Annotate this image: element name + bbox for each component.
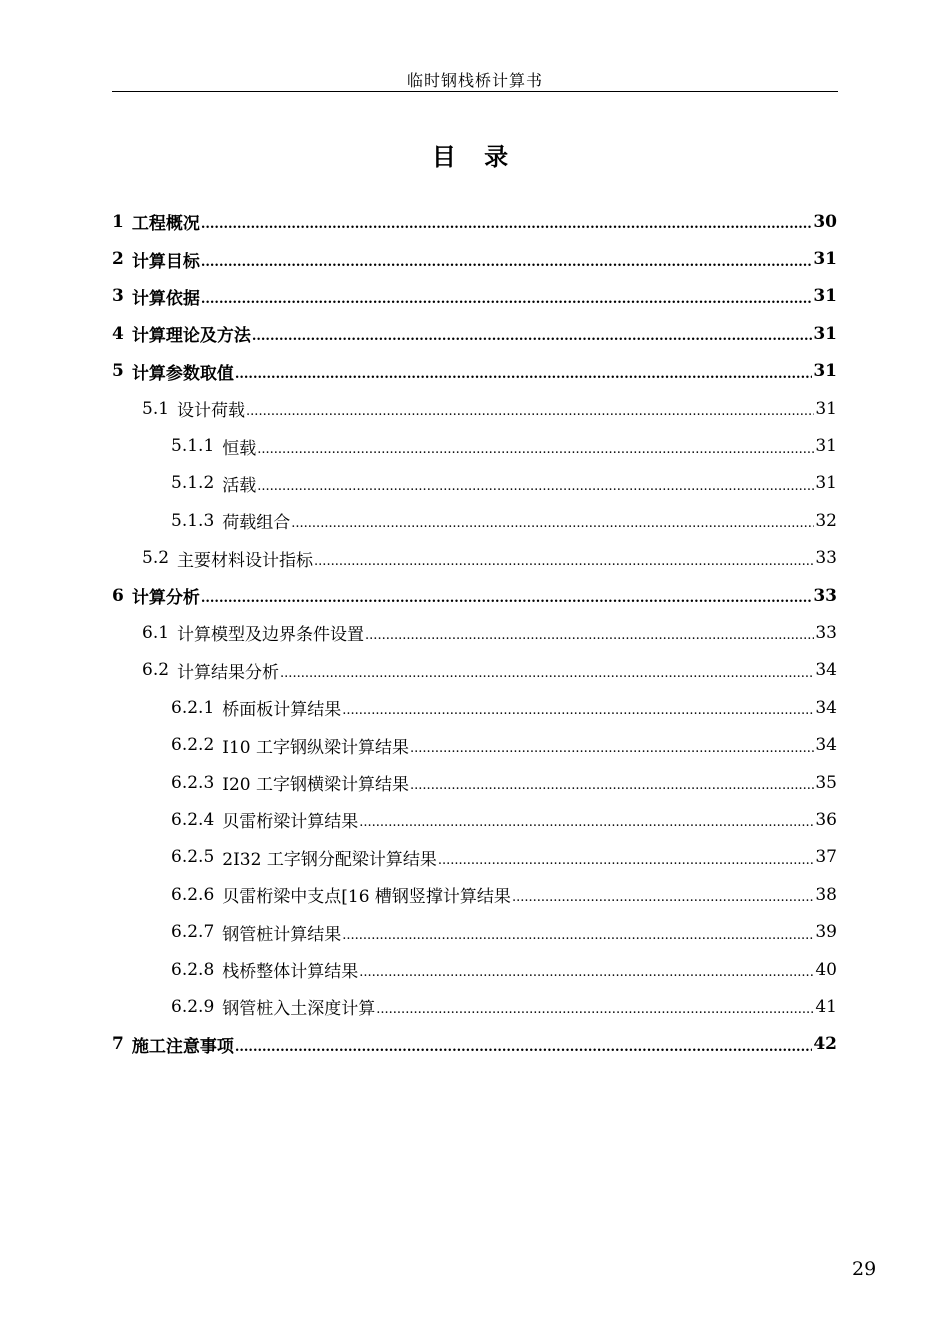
- dot-leader: [314, 548, 814, 569]
- dot-leader: [201, 249, 812, 270]
- toc-entry-number: 6.2.9: [171, 996, 215, 1017]
- toc-entry-label: 设计荷载: [177, 401, 246, 422]
- toc-entry-label: 2I32 工字钢分配梁计算结果: [222, 849, 437, 870]
- toc-entry[interactable]: [112, 203, 837, 240]
- toc-entry-label: 计算理论及方法: [131, 326, 251, 347]
- toc-entry-label: 计算结果分析: [177, 662, 280, 683]
- toc-entry-number: 2: [112, 249, 124, 270]
- dot-leader: [246, 398, 814, 419]
- toc-entry-page: 34: [815, 735, 837, 756]
- toc-entry-page: 31: [815, 473, 837, 494]
- dot-leader: [235, 361, 812, 382]
- toc-entry-number: 6: [112, 585, 124, 606]
- toc-entry-label: 恒载: [222, 438, 257, 459]
- toc-entry-page: 30: [813, 211, 837, 232]
- dot-leader: [257, 473, 814, 494]
- toc-entry[interactable]: [112, 951, 837, 988]
- dot-leader: [342, 697, 814, 718]
- toc-entry-page: 41: [815, 996, 837, 1017]
- toc-entry-label: 桥面板计算结果: [222, 700, 342, 721]
- toc-entry-page: 31: [813, 361, 837, 382]
- dot-leader: [359, 809, 814, 830]
- toc-entry-page: 31: [813, 249, 837, 270]
- toc-entry-label: 计算依据: [131, 288, 200, 309]
- toc-entry-page: 38: [815, 884, 837, 905]
- toc-entry-page: 33: [815, 548, 837, 569]
- toc-entry-page: 35: [815, 772, 837, 793]
- toc-entry-label: 贝雷桁梁中支点[16 槽钢竖撑计算结果: [222, 887, 511, 908]
- toc-entry-label: I20 工字钢横梁计算结果: [222, 775, 410, 796]
- toc-entry-number: 5.1.1: [171, 436, 215, 457]
- toc-entry-page: 33: [815, 622, 837, 643]
- toc-entry-number: 6.2.3: [171, 772, 215, 793]
- dot-leader: [201, 585, 812, 606]
- dot-leader: [342, 922, 814, 943]
- toc-entry-page: 36: [815, 809, 837, 830]
- toc-entry-label: 计算目标: [131, 251, 200, 272]
- toc-entry-number: 4: [112, 323, 124, 344]
- toc-entry[interactable]: [112, 465, 837, 502]
- dot-leader: [235, 1034, 812, 1055]
- toc-entry-number: 5.1.3: [171, 510, 215, 531]
- dot-leader: [257, 436, 814, 457]
- toc-entry-page: 31: [815, 436, 837, 457]
- dot-leader: [376, 996, 814, 1017]
- toc-entry-number: 6.2.7: [171, 922, 215, 943]
- toc-entry[interactable]: [112, 278, 837, 315]
- dot-leader: [280, 660, 814, 681]
- toc-entry[interactable]: [112, 1026, 837, 1063]
- toc-title: 目 录: [431, 142, 519, 171]
- toc-entry[interactable]: [112, 913, 837, 950]
- toc-entry-page: 40: [815, 959, 837, 980]
- dot-leader: [359, 959, 814, 980]
- dot-leader: [291, 510, 814, 531]
- toc-entry-label: 活载: [222, 475, 257, 496]
- toc-entry-label: 计算分析: [131, 588, 200, 609]
- page-number: 29: [852, 1258, 877, 1280]
- toc-entry-number: 3: [112, 286, 124, 307]
- toc-entry-page: 31: [813, 286, 837, 307]
- dot-leader: [410, 772, 814, 793]
- toc-entry-page: 31: [813, 323, 837, 344]
- toc-entry[interactable]: [112, 540, 837, 577]
- toc-entry[interactable]: [112, 390, 837, 427]
- toc-entry[interactable]: [112, 839, 837, 876]
- toc-entry-page: 34: [815, 697, 837, 718]
- toc-entry-label: I10 工字钢纵梁计算结果: [222, 737, 410, 758]
- toc-entry-label: 施工注意事项: [131, 1036, 234, 1057]
- toc-entry-number: 5: [112, 361, 124, 382]
- toc-entry-page: 32: [815, 510, 837, 531]
- toc-entry[interactable]: [112, 614, 837, 651]
- toc-entry[interactable]: [112, 353, 837, 390]
- dot-leader: [201, 286, 812, 307]
- dot-leader: [252, 323, 812, 344]
- toc-entry-label: 栈桥整体计算结果: [222, 962, 359, 982]
- toc-entry-label: 贝雷桁梁计算结果: [222, 812, 359, 833]
- toc-entry-page: 31: [815, 398, 837, 419]
- toc-entry-label: 计算模型及边界条件设置: [177, 625, 365, 646]
- toc-entry-number: 7: [112, 1034, 124, 1055]
- toc-entry-label: 荷载组合: [222, 513, 291, 534]
- toc-entry-number: 6.1: [142, 622, 170, 643]
- header-divider: [112, 91, 838, 92]
- toc-entry[interactable]: [112, 764, 837, 801]
- table-of-contents: [112, 203, 837, 1063]
- toc-entry[interactable]: [112, 689, 837, 726]
- toc-entry-number: 6.2.1: [171, 697, 215, 718]
- toc-entry-number: 5.1: [142, 398, 170, 419]
- running-header: 临时钢栈桥计算书: [406, 71, 543, 90]
- toc-entry[interactable]: [112, 315, 837, 352]
- dot-leader: [438, 847, 815, 868]
- toc-entry-page: 34: [815, 660, 837, 681]
- toc-entry-number: 6.2.4: [171, 809, 215, 830]
- toc-entry-page: 42: [813, 1034, 837, 1055]
- toc-entry-label: 计算参数取值: [131, 363, 234, 384]
- toc-entry-number: 6.2.2: [171, 735, 215, 756]
- toc-entry-number: 5.1.2: [171, 473, 215, 494]
- toc-entry[interactable]: [112, 240, 837, 277]
- toc-entry[interactable]: [112, 801, 837, 838]
- toc-entry[interactable]: [112, 652, 837, 689]
- toc-entry-number: 6.2.6: [171, 884, 215, 905]
- toc-entry[interactable]: [112, 988, 837, 1025]
- toc-entry-page: 33: [813, 585, 837, 606]
- dot-leader: [410, 735, 814, 756]
- toc-entry-label: 钢管桩计算结果: [222, 924, 342, 945]
- dot-leader: [201, 211, 812, 232]
- toc-entry-number: 5.2: [142, 548, 170, 569]
- toc-entry[interactable]: [112, 876, 837, 913]
- toc-entry-label: 主要材料设计指标: [177, 550, 314, 571]
- dot-leader: [365, 622, 814, 643]
- toc-entry[interactable]: [112, 577, 837, 614]
- toc-entry-number: 1: [112, 211, 124, 232]
- toc-entry[interactable]: [112, 502, 837, 539]
- toc-entry-label: 工程概况: [131, 214, 200, 235]
- toc-entry[interactable]: [112, 726, 837, 763]
- toc-entry-number: 6.2.5: [171, 847, 215, 868]
- toc-entry-label: 钢管桩入土深度计算: [222, 999, 376, 1020]
- dot-leader: [512, 884, 814, 905]
- toc-entry[interactable]: [112, 427, 837, 464]
- toc-entry-number: 6.2: [142, 660, 170, 681]
- toc-entry-page: 37: [815, 847, 837, 868]
- toc-entry-page: 39: [815, 922, 837, 943]
- toc-entry-number: 6.2.8: [171, 959, 215, 980]
